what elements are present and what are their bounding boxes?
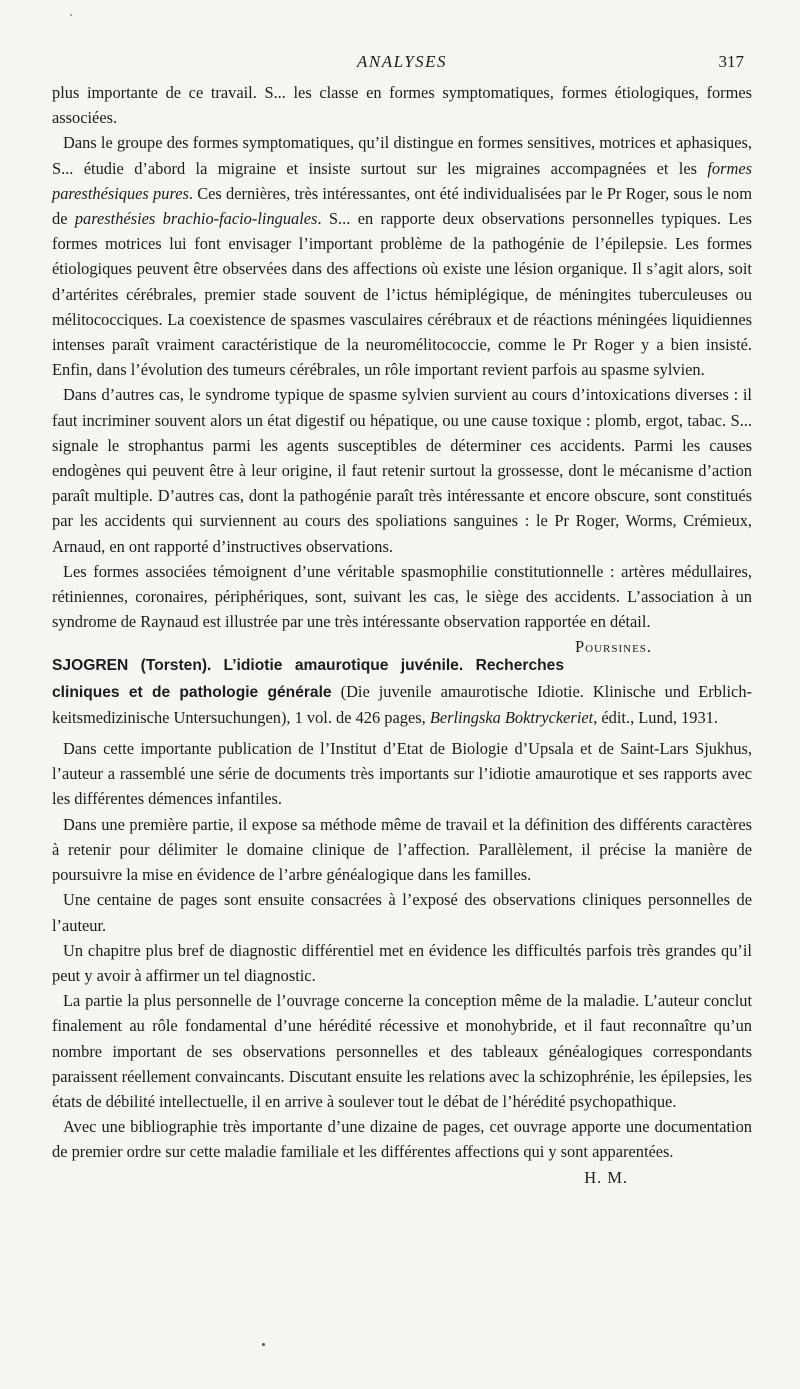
text-run: Dans le groupe des formes symptomatiques, qu’il distingue en formes sensitives, motrices et aphasiques, S... étudie d’abord la migraine et insiste surtout sur les migraines accompagnées et les	[52, 133, 752, 178]
review-heading	[52, 652, 752, 730]
signature: H. M.	[584, 1167, 628, 1187]
running-head	[52, 52, 752, 78]
paragraph: Un chapitre plus bref de diagnostic différentiel met en évidence les difficultés parfois très grandes qu’il peut y avoir à affirmer un tel diagnostic.	[52, 940, 752, 985]
paragraph: Dans cette importante publication de l’Institut d’Etat de Biologie d’Upsala et de Saint-Lars Sjukhus, l’auteur a rassemblé une série de documents très importants sur l’idiotie amaurotique et ses rapports avec les différentes démences infantiles.	[52, 739, 752, 809]
imprint: , édit., Lund, 1931.	[593, 707, 718, 727]
speck-decoration	[262, 1343, 265, 1346]
running-title: ANALYSES	[356, 52, 448, 71]
paragraph: Une centaine de pages sont ensuite consacrées à l’exposé des observations cliniques personnelles de l’auteur.	[52, 890, 752, 935]
paragraph: La partie la plus personnelle de l’ouvrage concerne la conception même de la maladie. L’auteur conclut finalement au rôle fondamental d’une hérédité récessive et monohybride, et il faut reconnaître qu’un nombre important de ses observations personnelles et des tableaux généalogiques correspondants paraissent réellement convaincants. Discutant ensuite les relations avec la schizophrénie, les épilepsies, les états de débilité intellectuelle, il en arrive à soulever tout le débat de l’hérédité psychopathique.	[52, 991, 752, 1111]
emphasis: paresthésies brachio-facio-linguales	[74, 209, 318, 229]
text-run: Avec une bibliographie très importante d’une dizaine de pages, cet ouvrage apporte une documentation de premier ordre sur cette maladie familiale et les différentes affections qui y sont apparentées.	[52, 1117, 752, 1162]
speck-decoration	[70, 14, 72, 16]
text-run: Les formes associées témoignent d’une véritable spasmophilie constitutionnelle : artères médullaires, rétiniennes, coronaires, périphériques, sont, suivant les cas, le siège des accidents. L’association à un syndrome de Raynaud est illustrée par une très intéressante observation rapportée en détail.	[52, 561, 752, 632]
review-title: L’idiotie amaurotique juvénile. Recherches cliniques et de pathologie générale	[52, 657, 564, 701]
title-details: (Die juvenile amaurotische Idiotie. Klinische und Erblichkeitsmedizinische Untersuchungen), 1 vol. de 426 pages,	[52, 681, 752, 727]
signature: Poursines.	[575, 637, 652, 657]
review-1	[52, 80, 752, 657]
paragraph: plus importante de ce travail. S... les classe en formes symptomatiques, formes étiologiques, formes associées.	[52, 83, 752, 128]
publisher: Berlingska Boktryckeriet	[429, 707, 594, 727]
author-name: SJOGREN (Torsten).	[52, 657, 212, 675]
review-2	[52, 652, 752, 1187]
paragraph	[52, 1114, 752, 1187]
page-number: 317	[718, 52, 744, 71]
paragraph	[52, 130, 752, 382]
text-run: . S... en rapporte deux observations personnelles typiques. Les formes motrices lui font envisager l’important problème de la pathogénie de l’épilepsie. Les formes étiologiques peuvent être observées dans des affections où existe une lésion organique. Il s’agit alors, soit d’artérites cérébrales, premier stade souvent de l’ictus hémiplégique, de méningites tuberculeuses ou mélitococciques. La coexistence de spasmes vasculaires cérébraux et de réactions méningées liquidiennes intenses paraît vraiment caractéristique de la neuromélitococcie, comme le Pr Roger y a bien insisté. Enfin, dans l’évolution des tumeurs cérébrales, un rôle important revient parfois au spasme sylvien.	[52, 209, 752, 380]
emphasis: formes paresthésiques pures	[52, 158, 752, 203]
paragraph: Dans d’autres cas, le syndrome typique de spasme sylvien survient au cours d’intoxications diverses : il faut incriminer souvent alors un état digestif ou hépatique, ou une cause toxique : plomb, ergot, tabac. S... signale le strophantus parmi les agents susceptibles de déterminer ces accidents. Parmi les causes endogènes qui peuvent être à leur origine, il faut retenir surtout la grossesse, dont le mécanisme d’action paraît multiple. D’autres cas, dont la pathogénie paraît très intéressante et encore obscure, sont constitués par les accidents qui surviennent au cours des spoliations sanguines : le Pr Roger, Worms, Crémieux, Arnaud, en ont rapporté d’instructives observations.	[52, 385, 752, 556]
text-run: . Ces dernières, très intéressantes, ont été individualisées par le Pr Roger, sous le nom de	[52, 183, 752, 229]
paragraph	[52, 559, 752, 657]
paragraph: Dans une première partie, il expose sa méthode même de travail et la définition des différents caractères à retenir pour délimiter le domaine clinique de l’affection. Parallèlement, il précise la manière de poursuivre la mise en évidence de l’arbre généalogique dans les familles.	[52, 814, 752, 885]
